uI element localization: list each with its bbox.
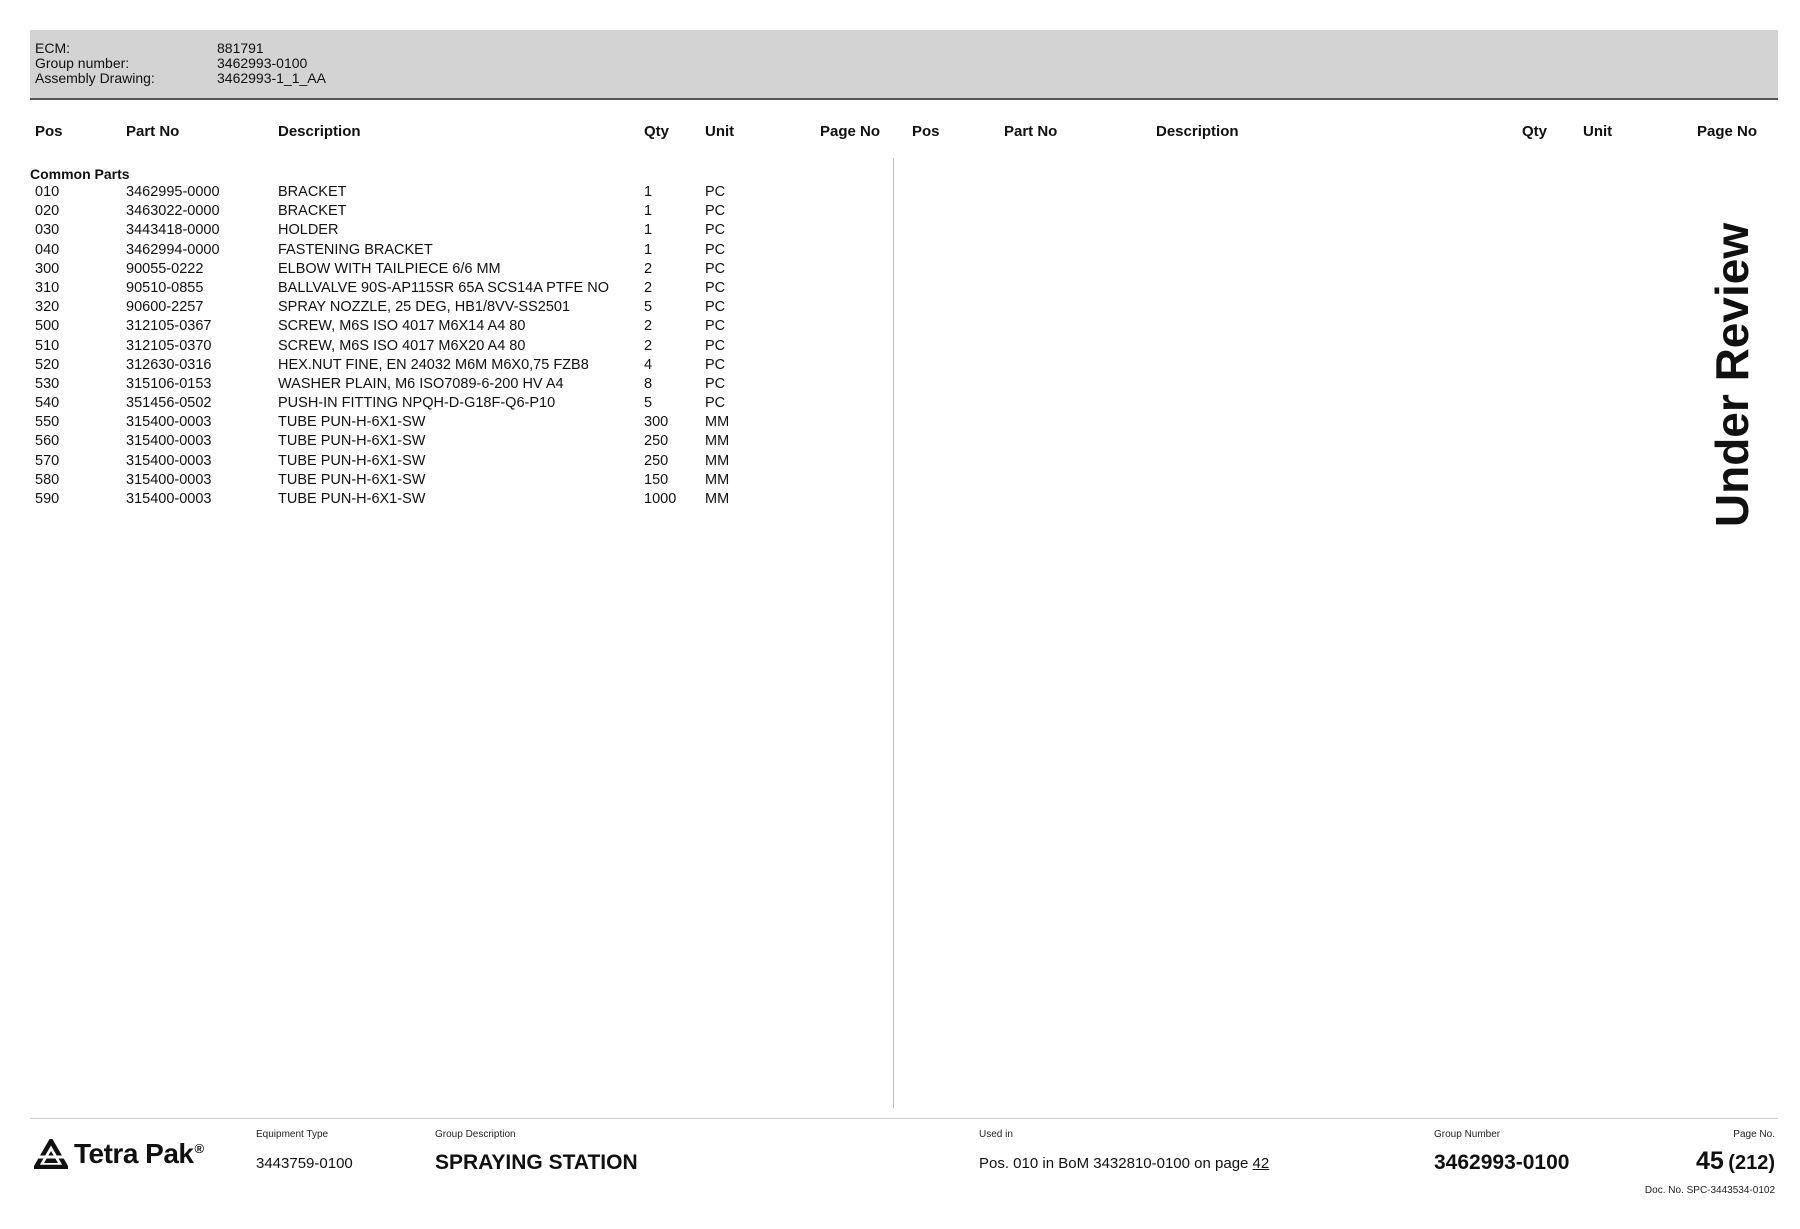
unit-cell: PC	[705, 279, 726, 296]
qty-cell: 1	[644, 222, 653, 239]
group-description-label: Group Description	[435, 1129, 516, 1140]
unit-cell: PC	[705, 222, 726, 239]
description-cell: SCREW, M6S ISO 4017 M6X14 A4 80	[278, 318, 526, 335]
col-qty-left: Qty	[644, 123, 670, 140]
part-no-cell: 3462994-0000	[126, 241, 220, 258]
qty-cell: 1000	[644, 491, 677, 507]
qty-cell: 250	[644, 433, 669, 450]
table-row	[0, 452, 893, 471]
table-row	[0, 279, 893, 298]
pos-cell: 540	[35, 395, 60, 412]
unit-cell: PC	[705, 318, 726, 335]
equipment-type-value: 3443759-0100	[256, 1155, 353, 1172]
unit-cell: PC	[705, 337, 726, 354]
pos-cell: 300	[35, 260, 60, 277]
qty-cell: 2	[644, 318, 653, 335]
qty-cell: 2	[644, 337, 653, 354]
part-no-cell: 351456-0502	[126, 395, 212, 412]
col-qty-right: Qty	[1522, 123, 1548, 140]
pos-cell: 020	[35, 203, 60, 220]
registered-mark: ®	[194, 1140, 204, 1156]
page-total: (212)	[1728, 1152, 1775, 1174]
part-no-cell: 315400-0003	[126, 452, 212, 469]
tetra-pak-logo	[34, 1138, 204, 1170]
under-review-watermark: Under Review	[1706, 222, 1758, 528]
part-no-cell: 90055-0222	[126, 260, 204, 277]
part-no-cell: 3443418-0000	[126, 222, 220, 239]
parts-list	[0, 183, 893, 509]
description-cell: TUBE PUN-H-6X1-SW	[278, 414, 426, 431]
pos-cell: 590	[35, 491, 60, 507]
part-no-cell: 312630-0316	[126, 356, 212, 373]
description-cell: SCREW, M6S ISO 4017 M6X20 A4 80	[278, 337, 526, 354]
header-band	[30, 30, 1778, 100]
part-no-cell: 315400-0003	[126, 433, 212, 450]
ecm-value: 881791	[217, 40, 264, 56]
used-in-label: Used in	[979, 1129, 1013, 1140]
table-row	[0, 202, 893, 221]
page-number	[1696, 1147, 1775, 1176]
description-cell: WASHER PLAIN, M6 ISO7089-6-200 HV A4	[278, 375, 564, 392]
used-in-text: Pos. 010 in BoM 3432810-0100 on page	[979, 1155, 1253, 1172]
qty-cell: 5	[644, 299, 653, 316]
table-row	[0, 241, 893, 260]
pos-cell: 550	[35, 414, 60, 431]
part-no-cell: 312105-0370	[126, 337, 212, 354]
description-cell: BRACKET	[278, 203, 347, 220]
footer-divider	[30, 1118, 1778, 1119]
table-row	[0, 260, 893, 279]
tetra-pak-logo-icon	[34, 1139, 68, 1169]
qty-cell: 1	[644, 203, 653, 220]
pos-cell: 010	[35, 184, 60, 200]
description-cell: TUBE PUN-H-6X1-SW	[278, 452, 426, 469]
table-row	[0, 337, 893, 356]
unit-cell: MM	[705, 414, 730, 431]
col-unit-right: Unit	[1583, 123, 1613, 140]
table-row	[0, 183, 893, 202]
table-row	[0, 356, 893, 375]
page-no-label: Page No.	[1733, 1129, 1775, 1140]
description-cell: HEX.NUT FINE, EN 24032 M6M M6X0,75 FZB8	[278, 356, 589, 373]
pos-cell: 310	[35, 279, 60, 296]
col-page-no-right: Page No	[1697, 123, 1758, 140]
table-row	[0, 221, 893, 240]
table-row	[0, 375, 893, 394]
assembly-drawing-value: 3462993-1_1_AA	[217, 70, 326, 86]
qty-cell: 2	[644, 279, 653, 296]
qty-cell: 1	[644, 241, 653, 258]
table-row	[0, 413, 893, 432]
part-no-cell: 315400-0003	[126, 491, 212, 507]
unit-cell: PC	[705, 241, 726, 258]
logo-text	[74, 1138, 204, 1170]
group-number-value: 3462993-0100	[217, 55, 308, 71]
pos-cell: 510	[35, 337, 60, 354]
col-description-left: Description	[278, 123, 361, 140]
page-number-value: 45	[1696, 1147, 1724, 1175]
section-title: Common Parts	[30, 166, 130, 182]
qty-cell: 5	[644, 395, 653, 412]
qty-cell: 1	[644, 184, 653, 200]
col-part-no-left: Part No	[126, 123, 180, 140]
table-row	[0, 471, 893, 490]
description-cell: TUBE PUN-H-6X1-SW	[278, 471, 426, 488]
group-number-label: Group number:	[35, 55, 130, 71]
unit-cell: MM	[705, 452, 730, 469]
pos-cell: 500	[35, 318, 60, 335]
qty-cell: 8	[644, 375, 653, 392]
pos-cell: 560	[35, 433, 60, 450]
table-row	[0, 432, 893, 451]
col-page-no-left: Page No	[820, 123, 881, 140]
part-no-cell: 315106-0153	[126, 375, 212, 392]
pos-cell: 040	[35, 241, 60, 258]
unit-cell: PC	[705, 375, 726, 392]
col-pos-right: Pos	[912, 123, 940, 140]
pos-cell: 030	[35, 222, 60, 239]
col-description-right: Description	[1156, 123, 1239, 140]
used-in-page-link[interactable]: 42	[1252, 1155, 1270, 1172]
unit-cell: MM	[705, 433, 730, 450]
unit-cell: PC	[705, 260, 726, 277]
description-cell: BRACKET	[278, 184, 347, 200]
unit-cell: MM	[705, 491, 730, 507]
equipment-type-label: Equipment Type	[256, 1129, 329, 1140]
qty-cell: 2	[644, 260, 653, 277]
part-no-cell: 90600-2257	[126, 299, 204, 316]
table-row	[0, 394, 893, 413]
part-no-cell: 3463022-0000	[126, 203, 220, 220]
doc-number: Doc. No. SPC-3443534-0102	[1644, 1185, 1775, 1196]
group-number-footer-label: Group Number	[1434, 1129, 1501, 1140]
assembly-drawing-label: Assembly Drawing:	[35, 70, 155, 86]
unit-cell: PC	[705, 356, 726, 373]
part-no-cell: 315400-0003	[126, 471, 212, 488]
part-no-cell: 312105-0367	[126, 318, 212, 335]
part-no-cell: 315400-0003	[126, 414, 212, 431]
qty-cell: 150	[644, 471, 669, 488]
description-cell: ELBOW WITH TAILPIECE 6/6 MM	[278, 260, 501, 277]
group-description-value: SPRAYING STATION	[435, 1151, 638, 1174]
description-cell: HOLDER	[278, 222, 339, 239]
qty-cell: 300	[644, 414, 669, 431]
description-cell: SPRAY NOZZLE, 25 DEG, HB1/8VV-SS2501	[278, 299, 571, 316]
col-unit-left: Unit	[705, 123, 735, 140]
pos-cell: 520	[35, 356, 60, 373]
ecm-label: ECM:	[35, 40, 70, 56]
pos-cell: 570	[35, 452, 60, 469]
table-row	[0, 317, 893, 336]
part-no-cell: 90510-0855	[126, 279, 204, 296]
unit-cell: PC	[705, 395, 726, 412]
pos-cell: 580	[35, 471, 60, 488]
unit-cell: PC	[705, 299, 726, 316]
description-cell: BALLVALVE 90S-AP115SR 65A SCS14A PTFE NO	[278, 279, 609, 296]
table-row	[0, 490, 893, 509]
group-number-footer-value: 3462993-0100	[1434, 1151, 1570, 1174]
unit-cell: PC	[705, 184, 726, 200]
part-no-cell: 3462995-0000	[126, 184, 220, 200]
logo-wordmark: Tetra Pak	[74, 1138, 194, 1169]
table-row	[0, 298, 893, 317]
qty-cell: 4	[644, 356, 653, 373]
col-pos-left: Pos	[35, 123, 63, 140]
description-cell: FASTENING BRACKET	[278, 241, 433, 258]
description-cell: TUBE PUN-H-6X1-SW	[278, 491, 426, 507]
column-divider	[893, 158, 894, 1108]
unit-cell: PC	[705, 203, 726, 220]
pos-cell: 530	[35, 375, 60, 392]
pos-cell: 320	[35, 299, 60, 316]
qty-cell: 250	[644, 452, 669, 469]
unit-cell: MM	[705, 471, 730, 488]
col-part-no-right: Part No	[1004, 123, 1058, 140]
description-cell: PUSH-IN FITTING NPQH-D-G18F-Q6-P10	[278, 395, 556, 412]
description-cell: TUBE PUN-H-6X1-SW	[278, 433, 426, 450]
used-in-value	[979, 1155, 1269, 1172]
